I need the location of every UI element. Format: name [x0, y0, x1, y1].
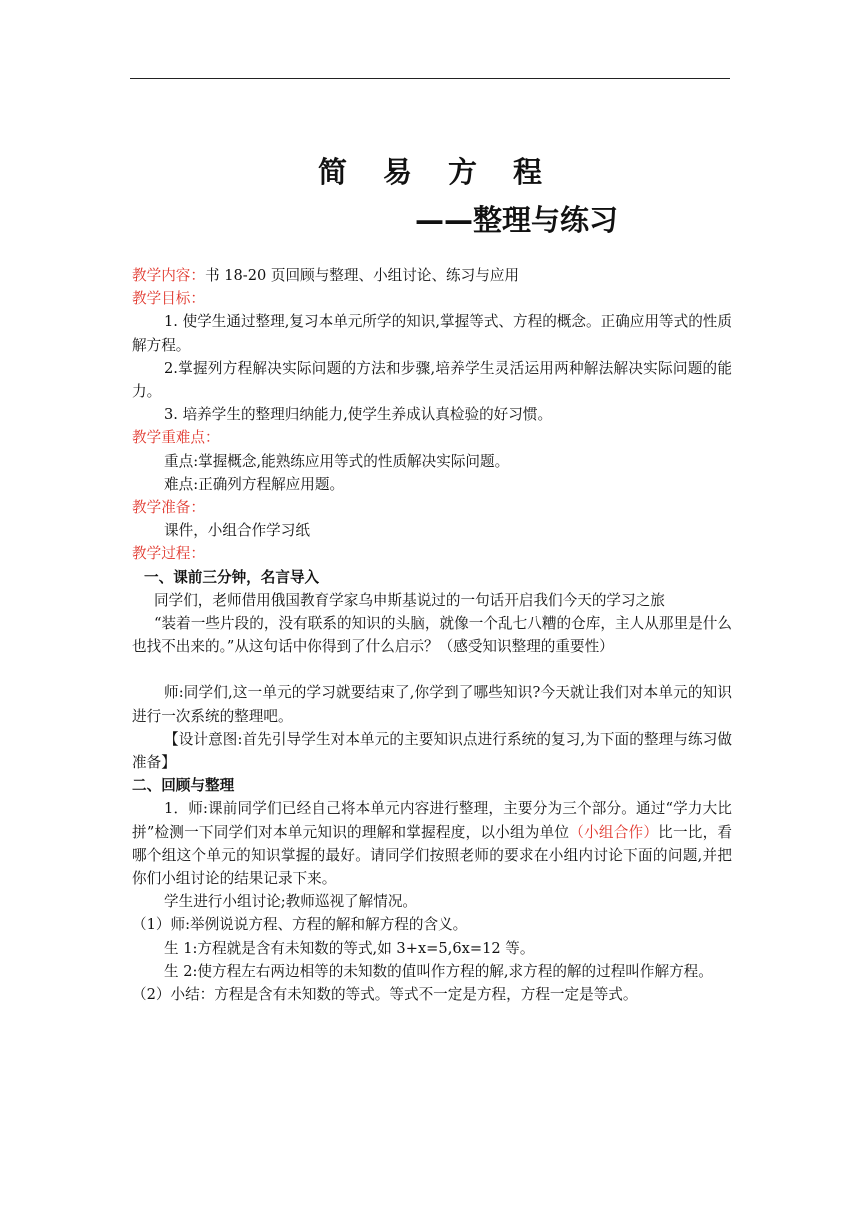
goal-3: 3. 培养学生的整理归纳能力,使学生养成认真检验的好习惯。 [164, 406, 553, 424]
preparation-text: 课件，小组合作学习纸 [164, 522, 310, 540]
section-1-title: 一、课前三分钟，名言导入 [144, 568, 320, 586]
section-1-quote: “装着一些片段的，没有联系的知识的头脑，就像一个乱七八糟的仓库，主人从那里是什么也找不出来的。”从这句话中你得到了什么启示？（感受知识整理的重要性） [132, 615, 732, 656]
label-teaching-content: 教学内容： [132, 267, 205, 284]
label-process: 教学过程： [132, 545, 205, 563]
label-preparation: 教学准备： [132, 499, 205, 517]
title-char: 易 [382, 155, 412, 189]
title-char: 方 [448, 155, 478, 189]
key-point: 重点:掌握概念,能熟练应用等式的性质解决实际问题。 [164, 452, 510, 470]
section-2-paragraph-2: 学生进行小组讨论;教师巡视了解情况。 [164, 893, 418, 911]
teaching-content-line [132, 264, 732, 287]
document-subtitle: ——整理与练习 [415, 203, 619, 237]
header-rule [130, 78, 730, 79]
section-1-paragraph-3: 师:同学们,这一单元的学习就要结束了,你学到了哪些知识?今天就让我们对本单元的知识进行一次系统的整理吧。 [132, 684, 732, 725]
student-answer-1: 生 1:方程就是含有未知数的等式,如 3+x=5,6x=12 等。 [164, 939, 535, 957]
section-2-summary: （2）小结：方程是含有未知数的等式。等式不一定是方程，方程一定是等式。 [132, 986, 638, 1004]
section-1-paragraph-1: 同学们，老师借用俄国教育学家乌申斯基说过的一句话开启我们今天的学习之旅 [154, 591, 665, 609]
group-cooperation-note: （小组合作） [569, 823, 659, 841]
section-1-design-intent: 【设计意图:首先引导学生对本单元的主要知识点进行系统的复习,为下面的整理与练习做准备】 [132, 730, 732, 772]
difficult-point: 难点:正确列方程解应用题。 [164, 475, 345, 493]
student-answer-2: 生 2:使方程左右两边相等的未知数的值叫作方程的解,求方程的解的过程叫作解方程。 [164, 962, 713, 980]
spacer [132, 658, 732, 681]
title-char: 程 [513, 155, 543, 189]
goal-2: 2.掌握列方程解决实际问题的方法和步骤,培养学生灵活运用两种解法解决实际问题的能力。 [132, 359, 732, 401]
section-2-title: 二、回顾与整理 [132, 777, 235, 795]
section-2-question-1: （1）师:举例说说方程、方程的解和解方程的含义。 [132, 916, 468, 934]
teaching-content-text: 书 18-20 页回顾与整理、小组讨论、练习与应用 [204, 267, 520, 284]
title-char: 简 [317, 155, 347, 189]
document-body [132, 264, 732, 1006]
label-teaching-goals: 教学目标： [132, 290, 205, 308]
section-2-p1-part-b: 比一比，看哪个组这个单元的知识掌握的最好。请同学们按照老师的要求在小组内讨论下面的问题,并把你们小组讨论的结果记录下来。 [132, 823, 732, 888]
label-key-points: 教学重难点： [132, 429, 220, 447]
document-title [130, 150, 730, 191]
goal-1: 1. 使学生通过整理,复习本单元所学的知识,掌握等式、方程的概念。正确应用等式的性质解方程。 [132, 313, 732, 354]
section-2-paragraph-1 [132, 797, 732, 890]
section-2-p1-part-a: 1．师:课前同学们已经自己将本单元内容进行整理，主要分为三个部分。通过“学力大比拼”检测一下同学们对本单元知识的理解和掌握程度，以小组为单位 [132, 800, 732, 841]
